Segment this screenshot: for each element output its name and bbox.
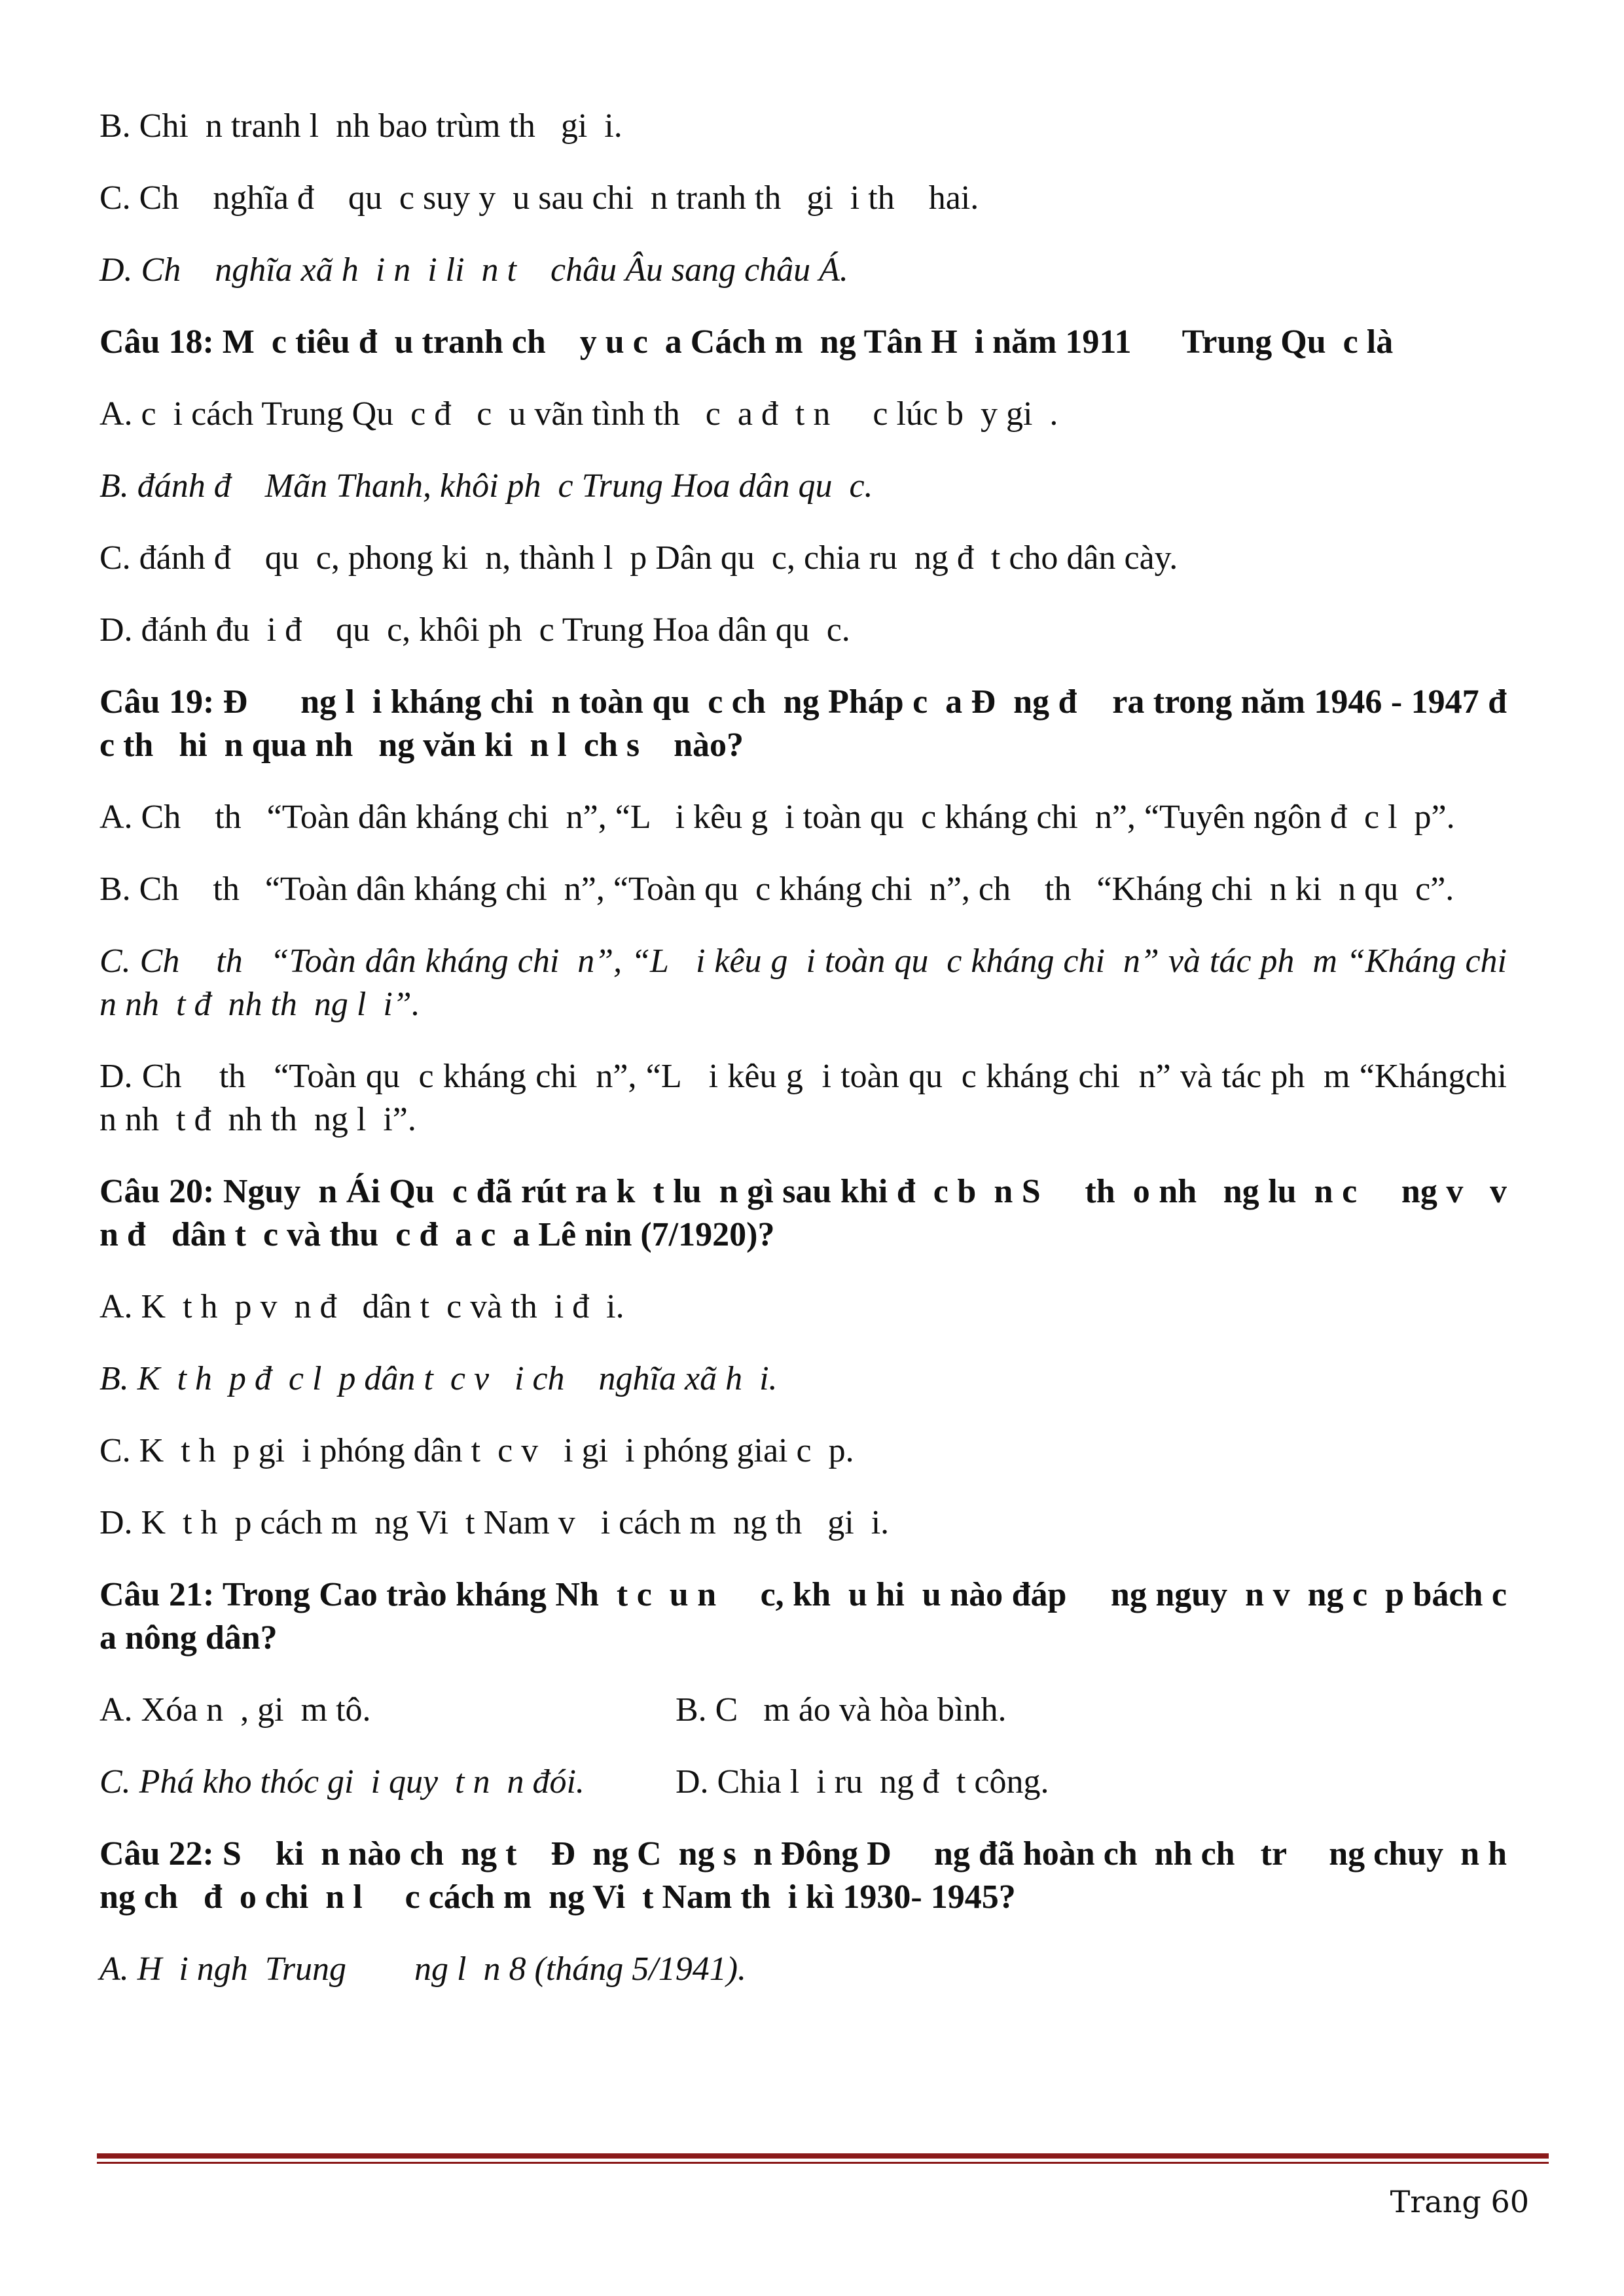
question-21: Câu 21: Trong Cao trào kháng Nh t c u n c, kh u hi u nào đáp ng nguy n v ng c p bách c a nông dân? <box>99 1576 1524 1657</box>
answer-option-correct: A. H i ngh Trung ng l n 8 (tháng 5/1941). <box>99 1950 747 1988</box>
answer-options-row-1 <box>99 1689 1507 1732</box>
question-20: Câu 20: Nguy n Ái Qu c đã rút ra k t lu n gì sau khi đ c b n S th o nh ng lu n c ng v v n đ dân t c và thu c đ a c a Lê nin (7/1920)? <box>99 1173 1524 1253</box>
footer-rule-thin <box>97 2162 1549 2164</box>
answer-option: D. đánh đu i đ qu c, khôi ph c Trung Hoa dân qu c. <box>99 611 850 649</box>
answer-option: B. C m áo và hòa bình. <box>676 1691 1007 1729</box>
answer-option: B. Chi n tranh l nh bao trùm th gi i. <box>99 107 623 145</box>
question-18: Câu 18: M c tiêu đ u tranh ch y u c a Cách m ng Tân H i năm 1911 Trung Qu c là <box>99 323 1394 361</box>
answer-option: A. K t h p v n đ dân t c và th i đ i. <box>99 1288 624 1325</box>
answer-option: A. c i cách Trung Qu c đ c u vãn tình th c a đ t n c lúc b y gi . <box>99 395 1058 433</box>
answer-option: A. Ch th “Toàn dân kháng chi n”, “L i kêu g i toàn qu c kháng chi n”, “Tuyên ngôn đ c l p”. <box>99 798 1455 836</box>
answer-option: D. K t h p cách m ng Vi t Nam v i cách m ng th gi i. <box>99 1504 890 1541</box>
answer-option: A. Xóa n , gi m tô. <box>99 1691 371 1729</box>
answer-option: B. Ch th “Toàn dân kháng chi n”, “Toàn qu c kháng chi n”, ch th “Kháng chi n ki n qu c”. <box>99 870 1454 908</box>
page-number: Trang 60 <box>1390 2184 1529 2219</box>
answer-option-correct: C. Phá kho thóc gi i quy t n n đói. <box>99 1763 585 1801</box>
answer-option: C. đánh đ qu c, phong ki n, thành l p Dân qu c, chia ru ng đ t cho dân cày. <box>99 539 1178 577</box>
answer-option: C. K t h p gi i phóng dân t c v i gi i phóng giai c p. <box>99 1432 854 1469</box>
answer-option-correct: C. Ch th “Toàn dân kháng chi n”, “L i kêu g i toàn qu c kháng chi n” và tác ph m “Kháng chi n nh t đ nh th ng l i”. <box>99 942 1524 1023</box>
question-19: Câu 19: Đ ng l i kháng chi n toàn qu c ch ng Pháp c a Đ ng đ ra trong năm 1946 - 1947 đ c th hi n qua nh ng văn ki n l ch s nào? <box>99 683 1549 764</box>
answer-option-correct: B. đánh đ Mãn Thanh, khôi ph c Trung Hoa dân qu c. <box>99 467 873 505</box>
answer-option: D. Chia l i ru ng đ t công. <box>676 1763 1049 1801</box>
footer-rule-thick <box>97 2153 1549 2159</box>
question-22: Câu 22: S ki n nào ch ng t Đ ng C ng s n Đông D ng đã hoàn ch nh ch tr ng chuy n h ng ch đ o chi n l c cách m ng Vi t Nam th i kì 1930- 1945? <box>99 1835 1549 1916</box>
answer-options-row-2 <box>99 1761 1507 1804</box>
answer-option-correct: B. K t h p đ c l p dân t c v i ch nghĩa xã h i. <box>99 1360 778 1397</box>
document-body <box>99 105 1549 2020</box>
answer-option-correct: D. Ch nghĩa xã h i n i li n t châu Âu sang châu Á. <box>99 251 848 289</box>
answer-option: C. Ch nghĩa đ qu c suy y u sau chi n tranh th gi i th hai. <box>99 179 979 217</box>
answer-option: D. Ch th “Toàn qu c kháng chi n”, “L i kêu g i toàn qu c kháng chi n” và tác ph m “Khángchi n nh t đ nh th ng l i”. <box>99 1058 1524 1138</box>
